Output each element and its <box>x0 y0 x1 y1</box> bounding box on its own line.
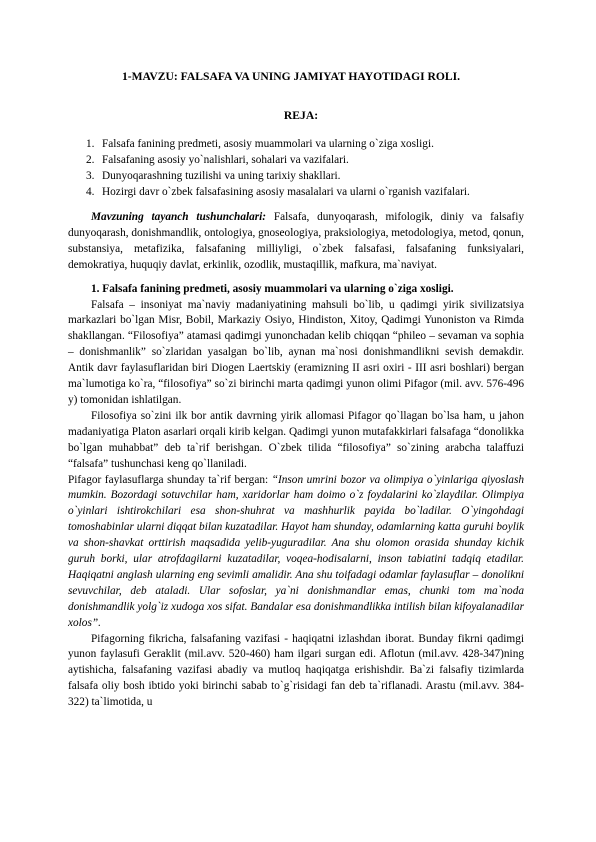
plan-item-text: Hozirgi davr o`zbek falsafasining asosiy masalalari va ularni o`rganish vazifalari. <box>102 186 470 198</box>
plan-item-number: 4. <box>86 186 95 198</box>
document-title: 1-MAVZU: FALSAFA VA UNING JAMIYAT HAYOTIDAGI ROLI. <box>121 70 461 83</box>
plan-item <box>86 168 524 184</box>
keywords-label: Mavzuning tayanch tushunchalari: <box>91 211 267 223</box>
plan-item-number: 3. <box>86 170 95 182</box>
plan-item-number: 1. <box>86 138 95 150</box>
plan-list <box>86 136 524 200</box>
quote-text: “Inson umrini bozor va olimpiya o`yinlariga qiyoslash mumkin. Bozordagi sotuvchilar ham, xaridorlar ham doimo o`z foydalarini ko`zlaydilar. Olimpiya o`yinlari ishtirokchilari esa shon-shuhrat va mashhurlik payida bo`ladilar. O`yingohdagi tomoshabinlar ularni diqqat bilan kuzatadilar. Hayot ham shunday, odamlarning katta guruhi boylik va shon-shavkat orttirish maqsadida yelib-yuguradilar. Ana shu olomon orasida shunday kichik guruh borki, ular atrofdagilarni kuzatadilar, voqea-hodisalarni, inson tabiatini tadqiq etadilar. Haqiqatni anglash ularning eng sevimli amalidir. Ana shu toifadagi odamlar faylasuflar – donolikni sevuvchilar, deb ataladi. Ular sofoslar, ya`ni donishmandlar emas, chunki tom ma`noda donishmandlik yolg`iz xudoga xos sifat. Bandalar esa donishmandlikka intilish bilan kifoyalanadilar xolos”. <box>68 473 524 629</box>
quote-paragraph <box>68 473 524 632</box>
body-paragraph: Filosofiya so`zini ilk bor antik davrning yirik allomasi Pifagor qo`llagan bo`lsa ham, u jahon madaniyatiga Platon asarlari orqali kirib kelgan. Qadimgi yunon mutafakkirlari falsafaga “donolikka bo`lgan muhabbat” deb ta`rif berishgan. O`zbek tilida “filosofiya” so`zining arabcha talaffuzi “falsafa” tushunchasi keng qo`llaniladi. <box>68 409 524 470</box>
plan-item-text: Falsafaning asosiy yo`nalishlari, sohalari va vazifalari. <box>102 154 349 166</box>
plan-item <box>86 136 524 152</box>
body-paragraph: Falsafa – insoniyat ma`naviy madaniyatining mahsuli bo`lib, u qadimgi yirik sivilizatsiya markazlari bo`lgan Misr, Bobil, Markaziy Osiyo, Hindiston, Xitoy, Qadimgi Yunoniston va Rimda shakllangan. “Filosofiya” atamasi qadimgi yunonchadan kelib chiqqan “phileo – sevaman va sophia – donishmanlik” so`zlaridan yasalgan bo`lib, aynan ma`nosi donishmandlikni sevish demakdir. Antik davr faylasuflaridan biri Diogen Laertskiy (eramizning II asri oxiri - III asri boshlari) bergan ma`lumotiga ko`ra, “filosofiya” so`zi birinchi marta qadimgi yunon olimi Pifagor (mil. avv. 576-496 y) tomonidan ishlatilgan. <box>68 298 524 406</box>
plan-item <box>86 184 524 200</box>
plan-heading: REJA: <box>283 109 319 122</box>
quote-intro: Pifagor faylasuflarga shunday ta`rif bergan: <box>68 473 272 486</box>
plan-item-number: 2. <box>86 154 95 166</box>
body-paragraph: Pifagorning fikricha, falsafaning vazifasi - haqiqatni izlashdan iborat. Bunday fikrni qadimgi yunon faylasufi Geraklit (mil.avv. 520-460) ham ilgari surgan edi. Aflotun (mil.avv. 428-347)ning aytishicha, falsafaning vazifasi abadiy va mutloq haqiqatga erishishdir. Ba`zi falsafiy tizimlarda falsafa oliy bosh ibtido yoki birinchi sabab to`g`risidagi fan deb ta`riflanadi. Arastu (mil.avv. 384-322) ta`limotida, u <box>68 632 524 709</box>
plan-item-text: Falsafa fanining predmeti, asosiy muammolari va ularning o`ziga xosligi. <box>102 138 434 150</box>
keywords-paragraph <box>68 210 524 274</box>
plan-item <box>86 152 524 168</box>
plan-item-text: Dunyoqarashning tuzilishi va uning tarixiy shakllari. <box>102 170 341 182</box>
section-heading: 1. Falsafa fanining predmeti, asosiy muammolari va ularning o`ziga xosligi. <box>91 282 454 295</box>
keywords-text: Falsafa, dunyoqarash, mifologik, diniy va falsafiy dunyoqarash, donishmandlik, ontologiya, gnoseologiya, praksiologiya, metodologiya, metod, qonun, substansiya, metafizika, falsafaning milliyligi, o`zbek falsafasi, falsafaning funksiyalari, demokratiya, huquqiy davlat, erkinlik, ozodlik, mustaqillik, mafkura, ma`naviyat. <box>68 211 524 271</box>
